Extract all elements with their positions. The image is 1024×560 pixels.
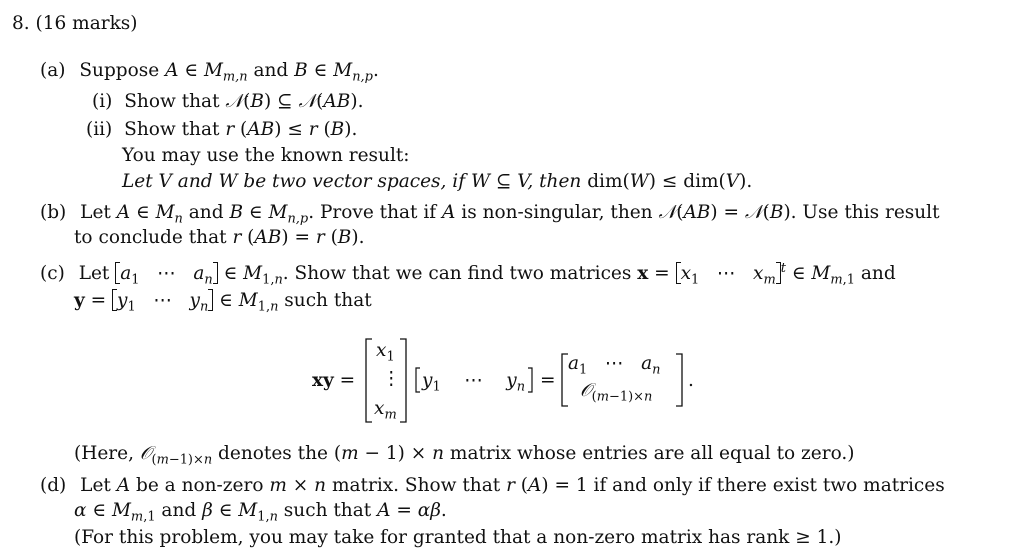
part-d-label: (d) (40, 475, 67, 496)
part-b-label: (b) (40, 202, 67, 223)
period: . (688, 370, 694, 391)
result-row1: $a_1$ ⋯ $a_n$ (568, 353, 661, 378)
part-d-line1 (40, 474, 945, 498)
xy-label: xy = (312, 370, 356, 391)
part-b-line1 (40, 201, 940, 225)
part-b-line2: to conclude that r (AB) = r (B). (74, 227, 365, 248)
part-a-i-line (92, 90, 363, 114)
part-a-ii-line (86, 118, 357, 142)
part-a-i-text: Show that 𝒩(B) ⊆ 𝒩(AB). (124, 91, 364, 112)
part-a-ii-label: (ii) (86, 119, 113, 140)
xm-entry: $x_m$ (374, 398, 397, 423)
part-c-line1 (40, 262, 896, 286)
part-d-line3: (For this problem, you may take for granted that a non-zero matrix has rank ≥ 1.) (74, 527, 842, 548)
question-header (12, 12, 138, 36)
zero-block: 𝒪$_{(m-1)\times n}$ (580, 380, 653, 405)
question-number: 8. (12, 13, 30, 34)
display-equation (300, 334, 720, 430)
part-a-note: You may use the known result: (122, 145, 410, 166)
part-d-line2: α ∈ $M_{m,1}$ and β ∈ $M_{1,n}$ such that A = αβ. (74, 500, 447, 525)
part-a-text: Suppose A ∈ $M_{m,n}$ and B ∈ $M_{n,p}$. (79, 60, 379, 85)
x1-entry: $x_1$ (376, 340, 395, 365)
part-a-line (40, 59, 379, 83)
y-row: $y_1$ ⋯ $y_n$ (422, 370, 526, 395)
part-a-i-label: (i) (92, 91, 113, 112)
part-d-text1: Let A be a non-zero m × n matrix. Show that r (A) = 1 if and only if there exist two matrices (80, 475, 945, 496)
question-marks: (16 marks) (35, 13, 138, 34)
part-a-ii-text: Show that r (AB) ≤ r (B). (124, 119, 358, 140)
part-c-here-note: (Here, 𝒪$_{(m-1)\times n}$ denotes the (m − 1) × n matrix whose entries are all equal to zero.) (74, 443, 855, 468)
part-a-label: (a) (40, 60, 66, 81)
part-a-known-result: Let V and W be two vector spaces, if W ⊆ V, then dim(W) ≤ dim(V). (122, 171, 753, 192)
part-c-text1: Let $a_1$ ⋯ $a_n$ ∈ $M_{1,n}$. Show that we can find two matrices $x = x_1$ ⋯ $x_m^t$ ∈ $M_{m,1}$ and (78, 260, 896, 288)
part-c-line2: $y = y_1$ ⋯ $y_n$ ∈ $M_{1,n}$ such that (74, 290, 372, 315)
part-c-label: (c) (40, 263, 65, 284)
equals-sign: = (540, 370, 556, 391)
part-b-text1: Let A ∈ $M_n$ and B ∈ $M_{n,p}$. Prove that if A is non-singular, then 𝒩(AB) = 𝒩(B). Use this result (80, 202, 940, 227)
x-vdots: ⋮ (382, 368, 401, 389)
